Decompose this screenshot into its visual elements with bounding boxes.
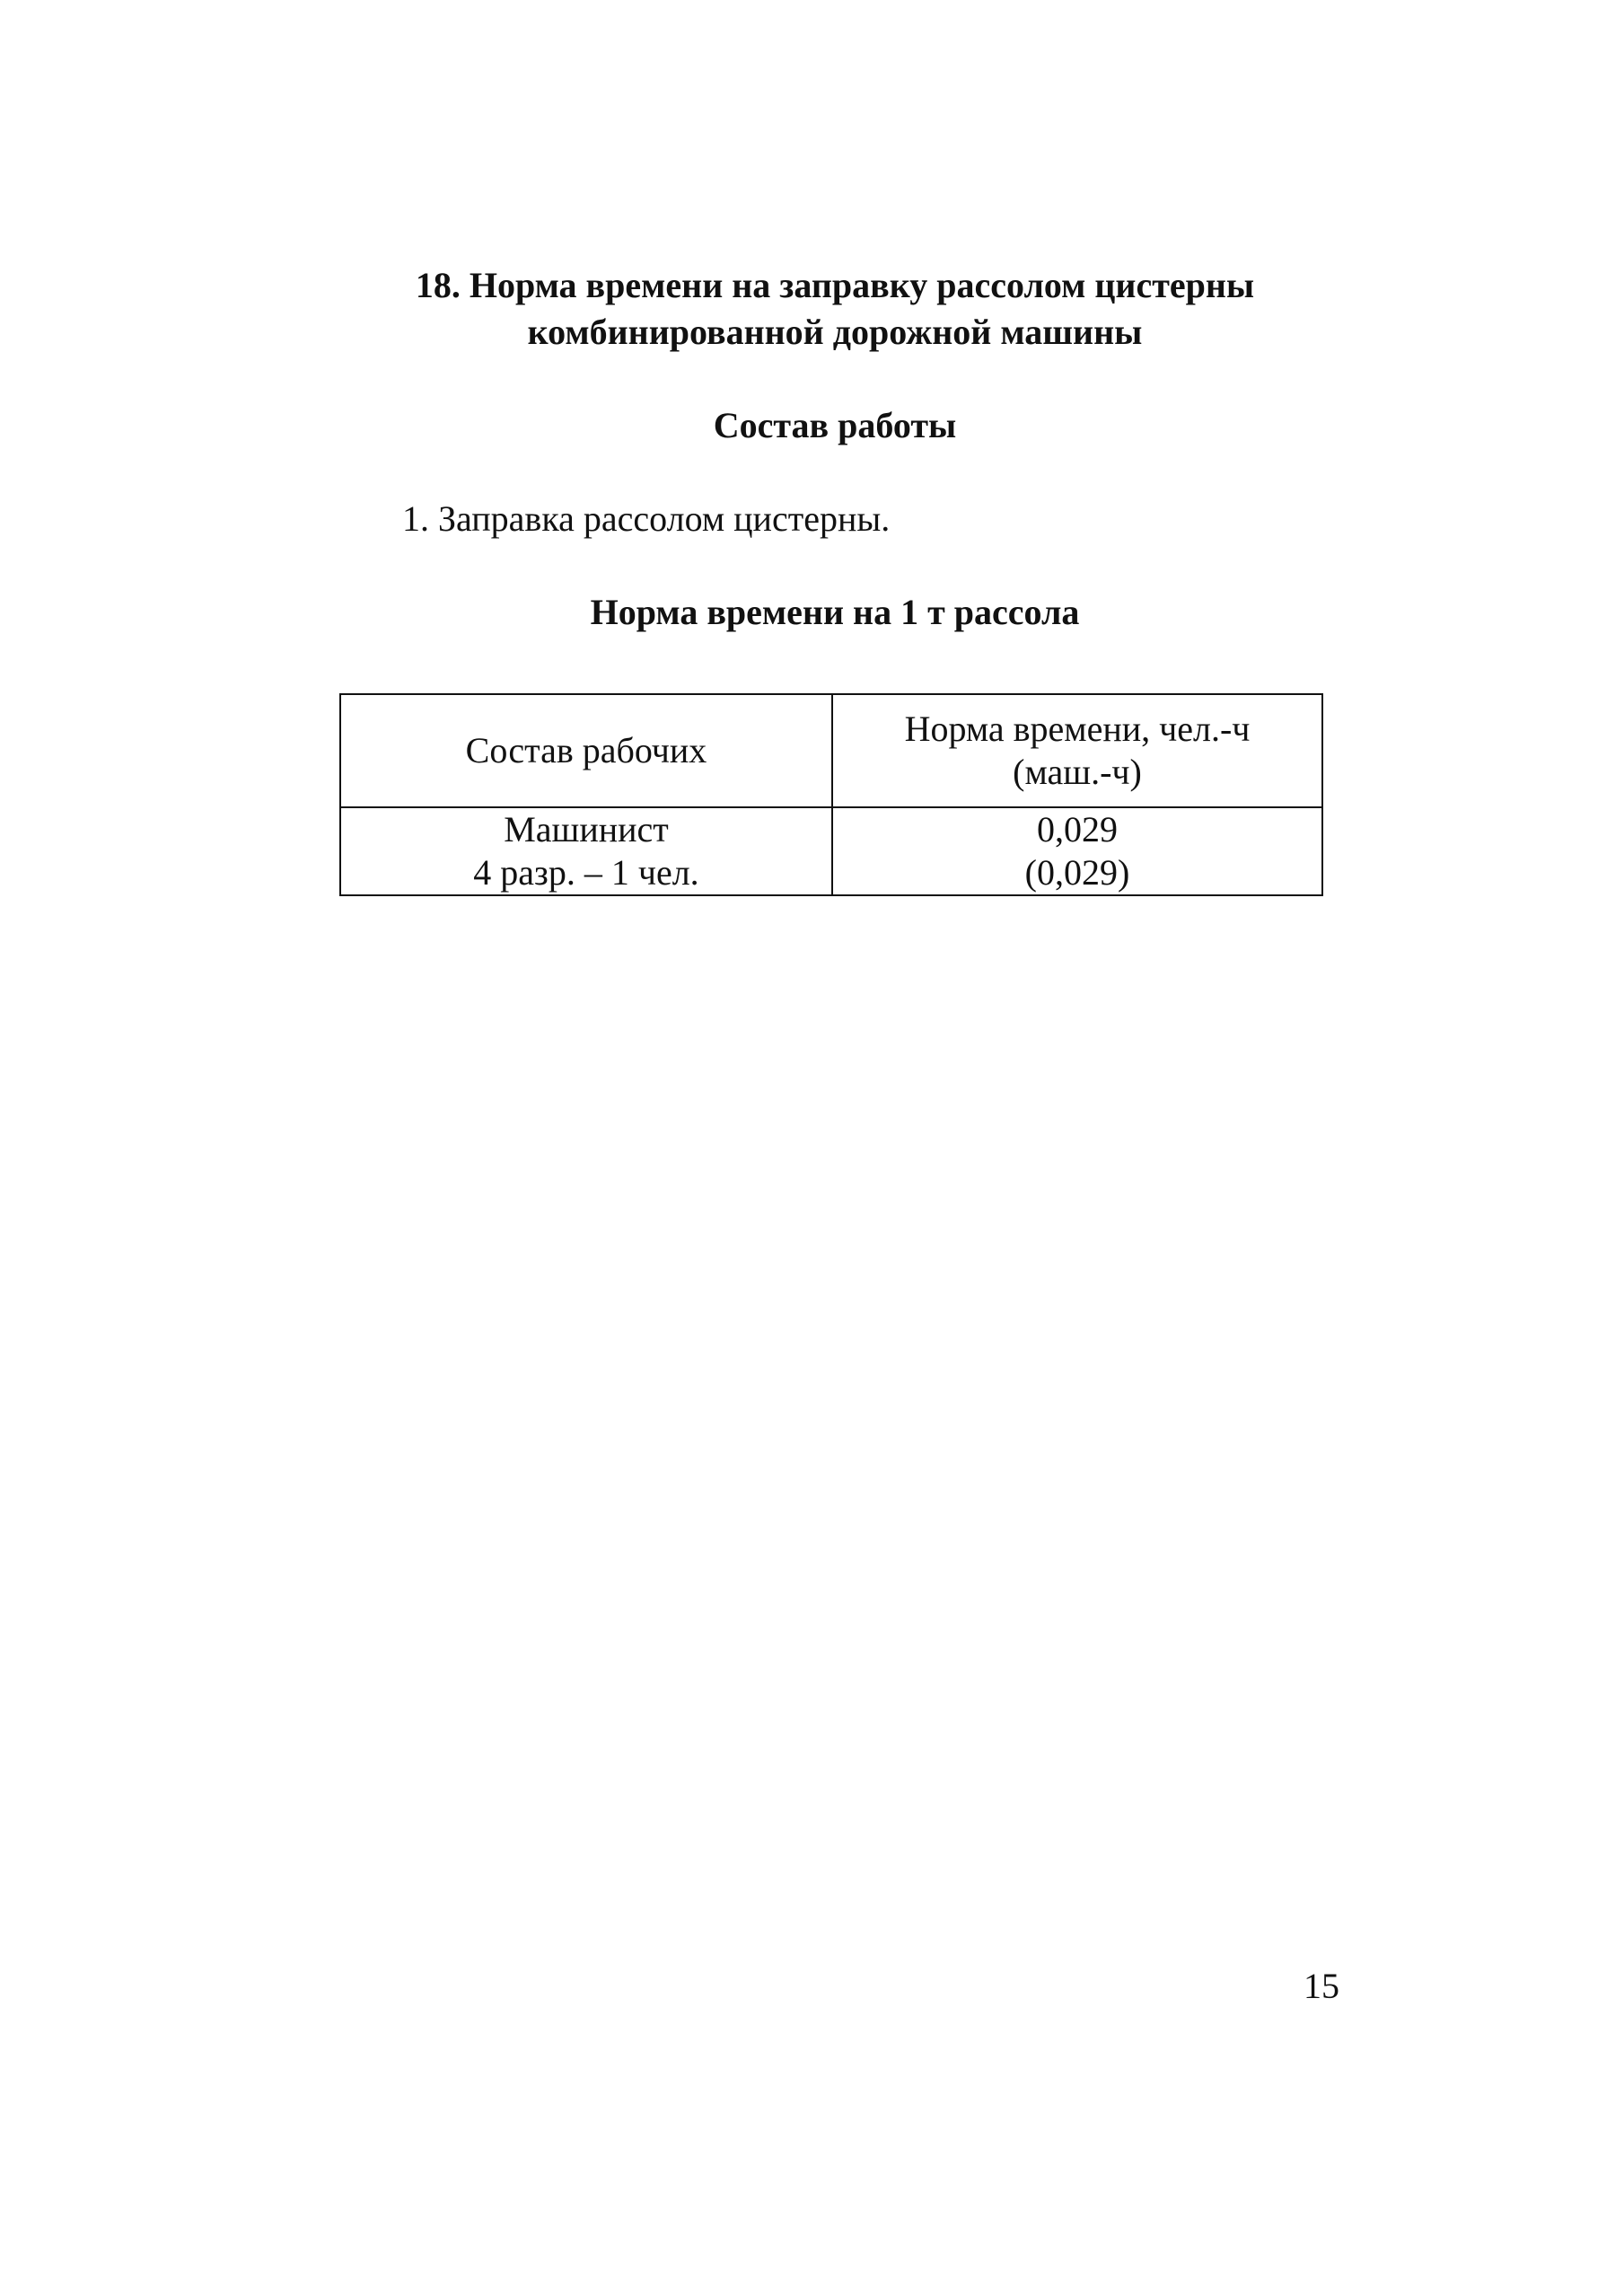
column-header-norm-line-1: Норма времени, чел.-ч [904,709,1251,749]
crew-grade: 4 разр. – 1 чел. [473,852,699,893]
section-title [341,262,1329,356]
table-header-row [340,694,1322,807]
crew-cell [340,807,832,895]
crew-role: Машинист [504,809,669,849]
work-item: 1. Заправка рассолом цистерны. [402,498,891,539]
section-title-line-2: комбинированной дорожной машины [527,312,1143,352]
norm-table [339,693,1323,896]
norm-value-cell [832,807,1322,895]
page-number: 15 [1304,1966,1339,2006]
column-header-crew-text: Состав рабочих [465,730,707,770]
section-title-line-1: 18. Норма времени на заправку рассолом цистерны [415,265,1255,305]
column-header-norm-line-2: (маш.-ч) [1013,752,1142,792]
column-header-crew [340,694,832,807]
column-header-norm [832,694,1322,807]
work-composition-heading: Состав работы [713,405,957,445]
norm-heading: Норма времени на 1 т рассола [590,592,1080,632]
norm-value-machine-hours: (0,029) [1024,852,1130,893]
norm-value-person-hours: 0,029 [1037,809,1118,849]
table-row [340,807,1322,895]
